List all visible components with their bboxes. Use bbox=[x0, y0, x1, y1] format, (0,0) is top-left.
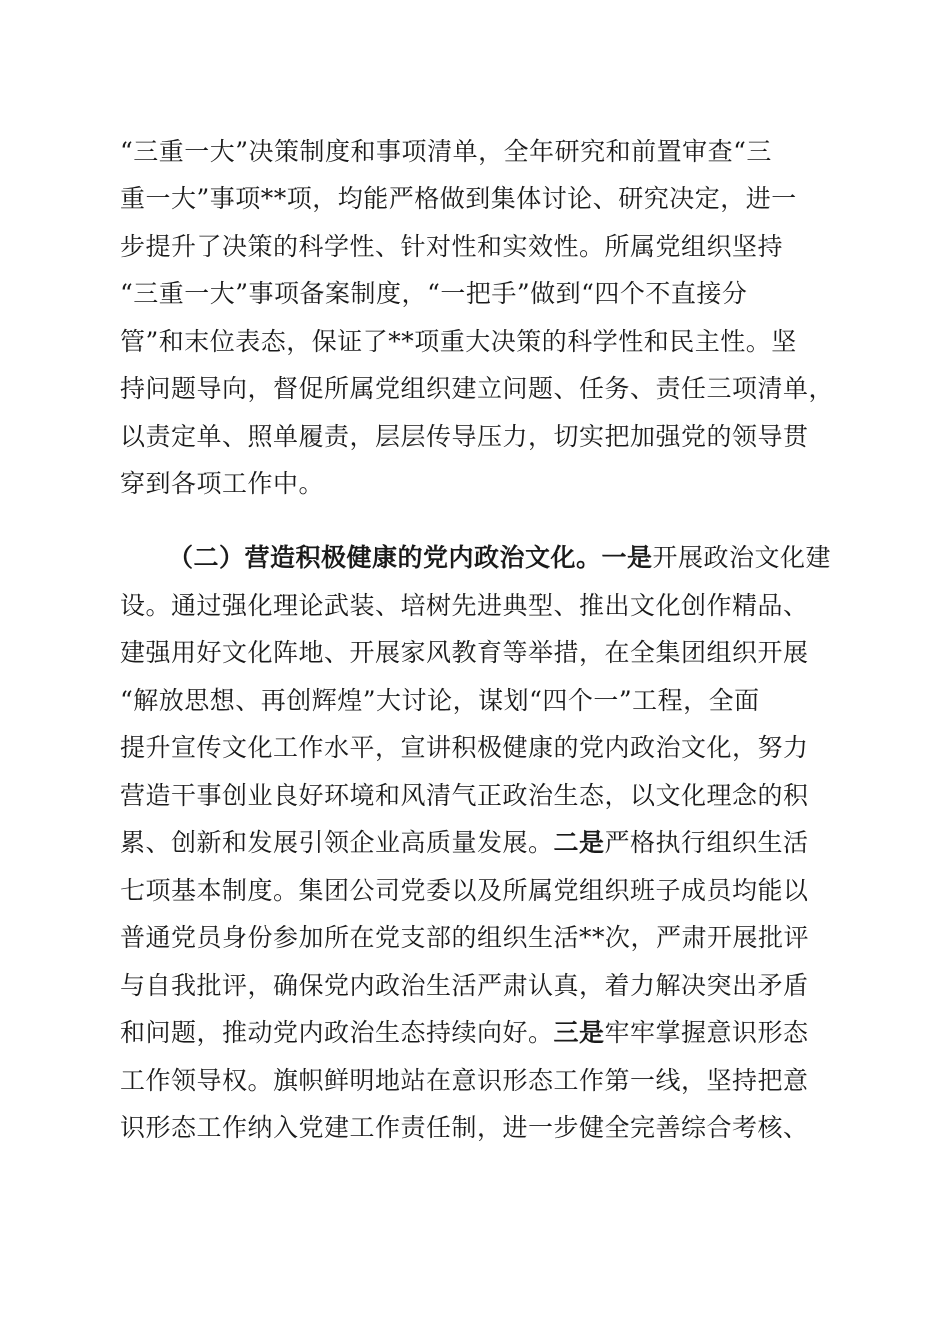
text-line: 识形态工作纳入党建工作责任制，进一步健全完善综合考核、 bbox=[120, 1113, 809, 1142]
point-label-two: 二是 bbox=[553, 828, 605, 857]
text-line: 持问题导向，督促所属党组织建立问题、任务、责任三项清单， bbox=[120, 374, 835, 403]
point-label-three: 三是 bbox=[553, 1018, 605, 1047]
text-line: 以责定单、照单履责，层层传导压力，切实把加强党的领导贯 bbox=[120, 422, 809, 451]
text-line: “三重一大”事项备案制度，“一把手”做到“四个不直接分 bbox=[120, 279, 748, 308]
text-line: 工作领导权。旗帜鲜明地站在意识形态工作第一线，坚持把意 bbox=[120, 1066, 809, 1095]
text-line: 提升宣传文化工作水平，宣讲积极健康的党内政治文化，努力 bbox=[120, 733, 809, 762]
text-line: 普通党员身份参加所在党支部的组织生活**次，严肃开展批评 bbox=[120, 923, 810, 952]
text-line: 设。通过强化理论武装、培树先进典型、推出文化创作精品、 bbox=[120, 591, 809, 620]
text-line: 步提升了决策的科学性、针对性和实效性。所属党组织坚持 bbox=[120, 232, 784, 261]
text-line bbox=[168, 543, 831, 573]
section-heading: （二）营造积极健康的党内政治文化。 bbox=[168, 543, 602, 572]
text-line: 建强用好文化阵地、开展家风教育等举措，在全集团组织开展 bbox=[120, 638, 809, 667]
text-line: 营造干事创业良好环境和风清气正政治生态，以文化理念的积 bbox=[120, 781, 809, 810]
text-line: 管”和末位表态，保证了**项重大决策的科学性和民主性。坚 bbox=[120, 327, 797, 356]
text-span: 严格执行组织生活 bbox=[604, 828, 809, 857]
text-line: “解放思想、再创辉煌”大讨论，谋划“四个一”工程，全面 bbox=[120, 686, 760, 715]
text-line: 重一大”事项**项，均能严格做到集体讨论、研究决定，进一 bbox=[120, 184, 797, 213]
text-line: 穿到各项工作中。 bbox=[120, 469, 325, 498]
text-line: 与自我批评，确保党内政治生活严肃认真，着力解决突出矛盾 bbox=[120, 971, 809, 1000]
text-span: 和问题，推动党内政治生态持续向好。 bbox=[120, 1018, 554, 1047]
text-span: 牢牢掌握意识形态 bbox=[604, 1018, 809, 1047]
text-line bbox=[120, 828, 809, 858]
text-line: “三重一大”决策制度和事项清单，全年研究和前置审查“三 bbox=[120, 137, 772, 166]
point-label-one: 一是 bbox=[601, 543, 653, 572]
text-line bbox=[120, 1018, 809, 1048]
text-span: 开展政治文化建 bbox=[652, 543, 832, 572]
text-line: 七项基本制度。集团公司党委以及所属党组织班子成员均能以 bbox=[120, 876, 809, 905]
text-span: 累、创新和发展引领企业高质量发展。 bbox=[120, 828, 554, 857]
